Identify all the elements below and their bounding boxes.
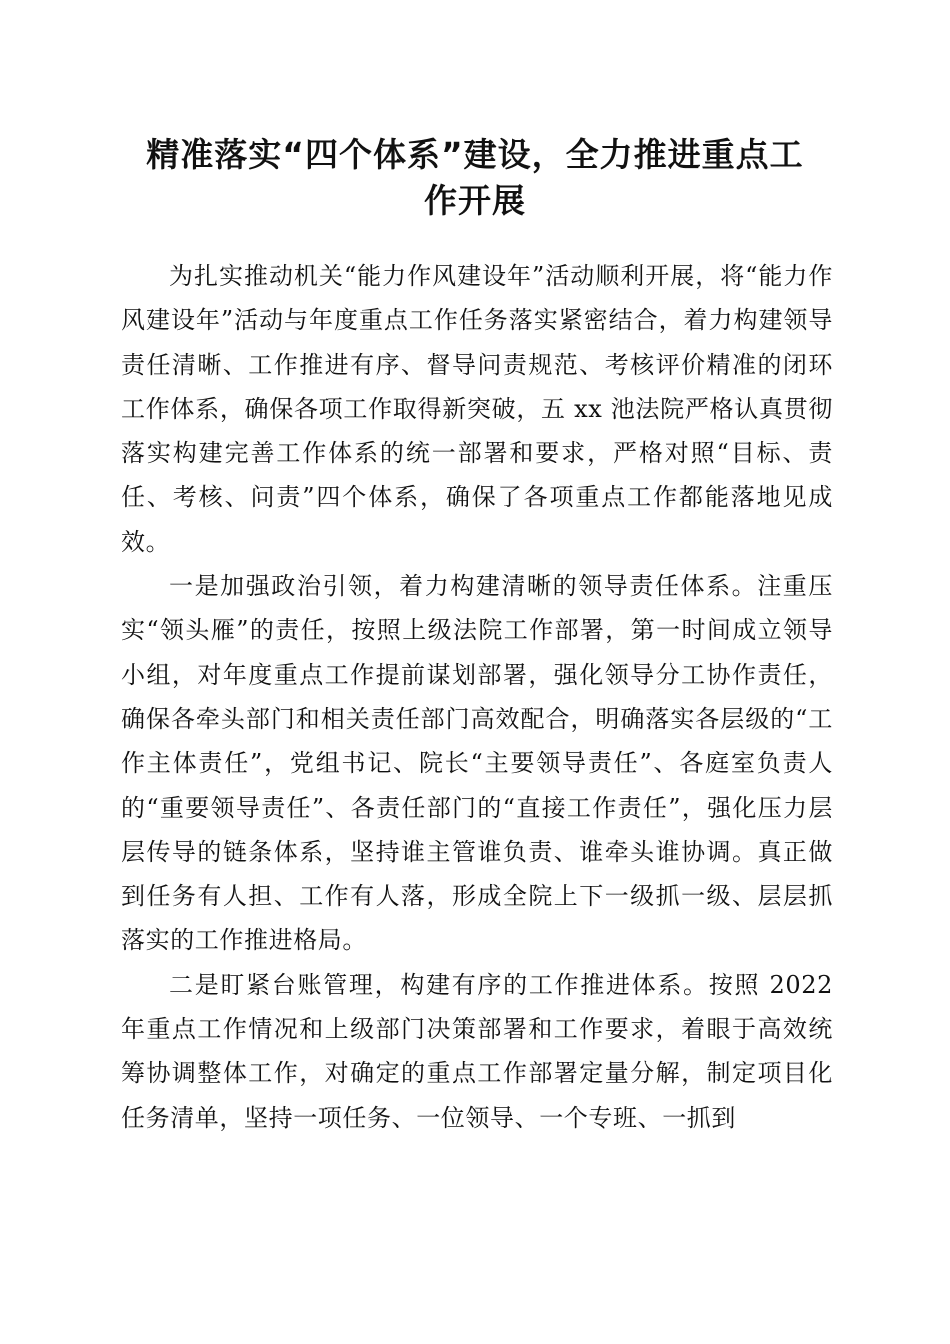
- paragraph-intro: [121, 254, 833, 564]
- paragraph-lead-sentence: 一是加强政治引领，着力构建清晰的领导责任体系。: [169, 572, 758, 601]
- paragraph-work-system: [121, 963, 833, 1140]
- paragraph-leadership-system: [121, 564, 833, 963]
- document-title: [110, 132, 840, 224]
- paragraph-lead-sentence: 二是盯紧台账管理，构建有序的工作推进体系。: [169, 970, 709, 999]
- title-line-1: 精准落实“四个体系”建设，全力推进重点工: [146, 135, 804, 174]
- title-line-2: 作开展: [424, 181, 526, 220]
- paragraph-text: 注重压实“领头雁”的责任，按照上级法院工作部署，第一时间成立领导小组，对年度重点工作提前谋划部署，强化领导分工协作责任，确保各牵头部门和相关责任部门高效配合，明确落实各层级的“工作主体责任”，党组书记、院长“主要领导责任”、各庭室负责人的“重要领导责任”、各责任部门的“直接工作责任”，强化压力层层传导的链条体系，坚持谁主管谁负责、谁牵头谁协调。真正做到任务有人担、工作有人落，形成全院上下一级抓一级、层层抓落实的工作推进格局。: [121, 572, 833, 955]
- paragraph-text: 为扎实推动机关“能力作风建设年”活动顺利开展，将“能力作风建设年”活动与年度重点工作任务落实紧密结合，着力构建领导责任清晰、工作推进有序、督导问责规范、考核评价精准的闭环工作体系，确保各项工作取得新突破，五 xx 池法院严格认真贯彻落实构建完善工作体系的统一部署和要求，严格对照“目标、责任、考核、问责”四个体系，确保了各项重点工作都能落地见成效。: [121, 262, 833, 556]
- paragraph-text: 按照 2022 年重点工作情况和上级部门决策部署和工作要求，着眼于高效统筹协调整体工作，对确定的重点工作部署定量分解，制定项目化任务清单，坚持一项任务、一位领导、一个专班、一抓到: [121, 970, 833, 1132]
- document-body: [121, 254, 833, 1140]
